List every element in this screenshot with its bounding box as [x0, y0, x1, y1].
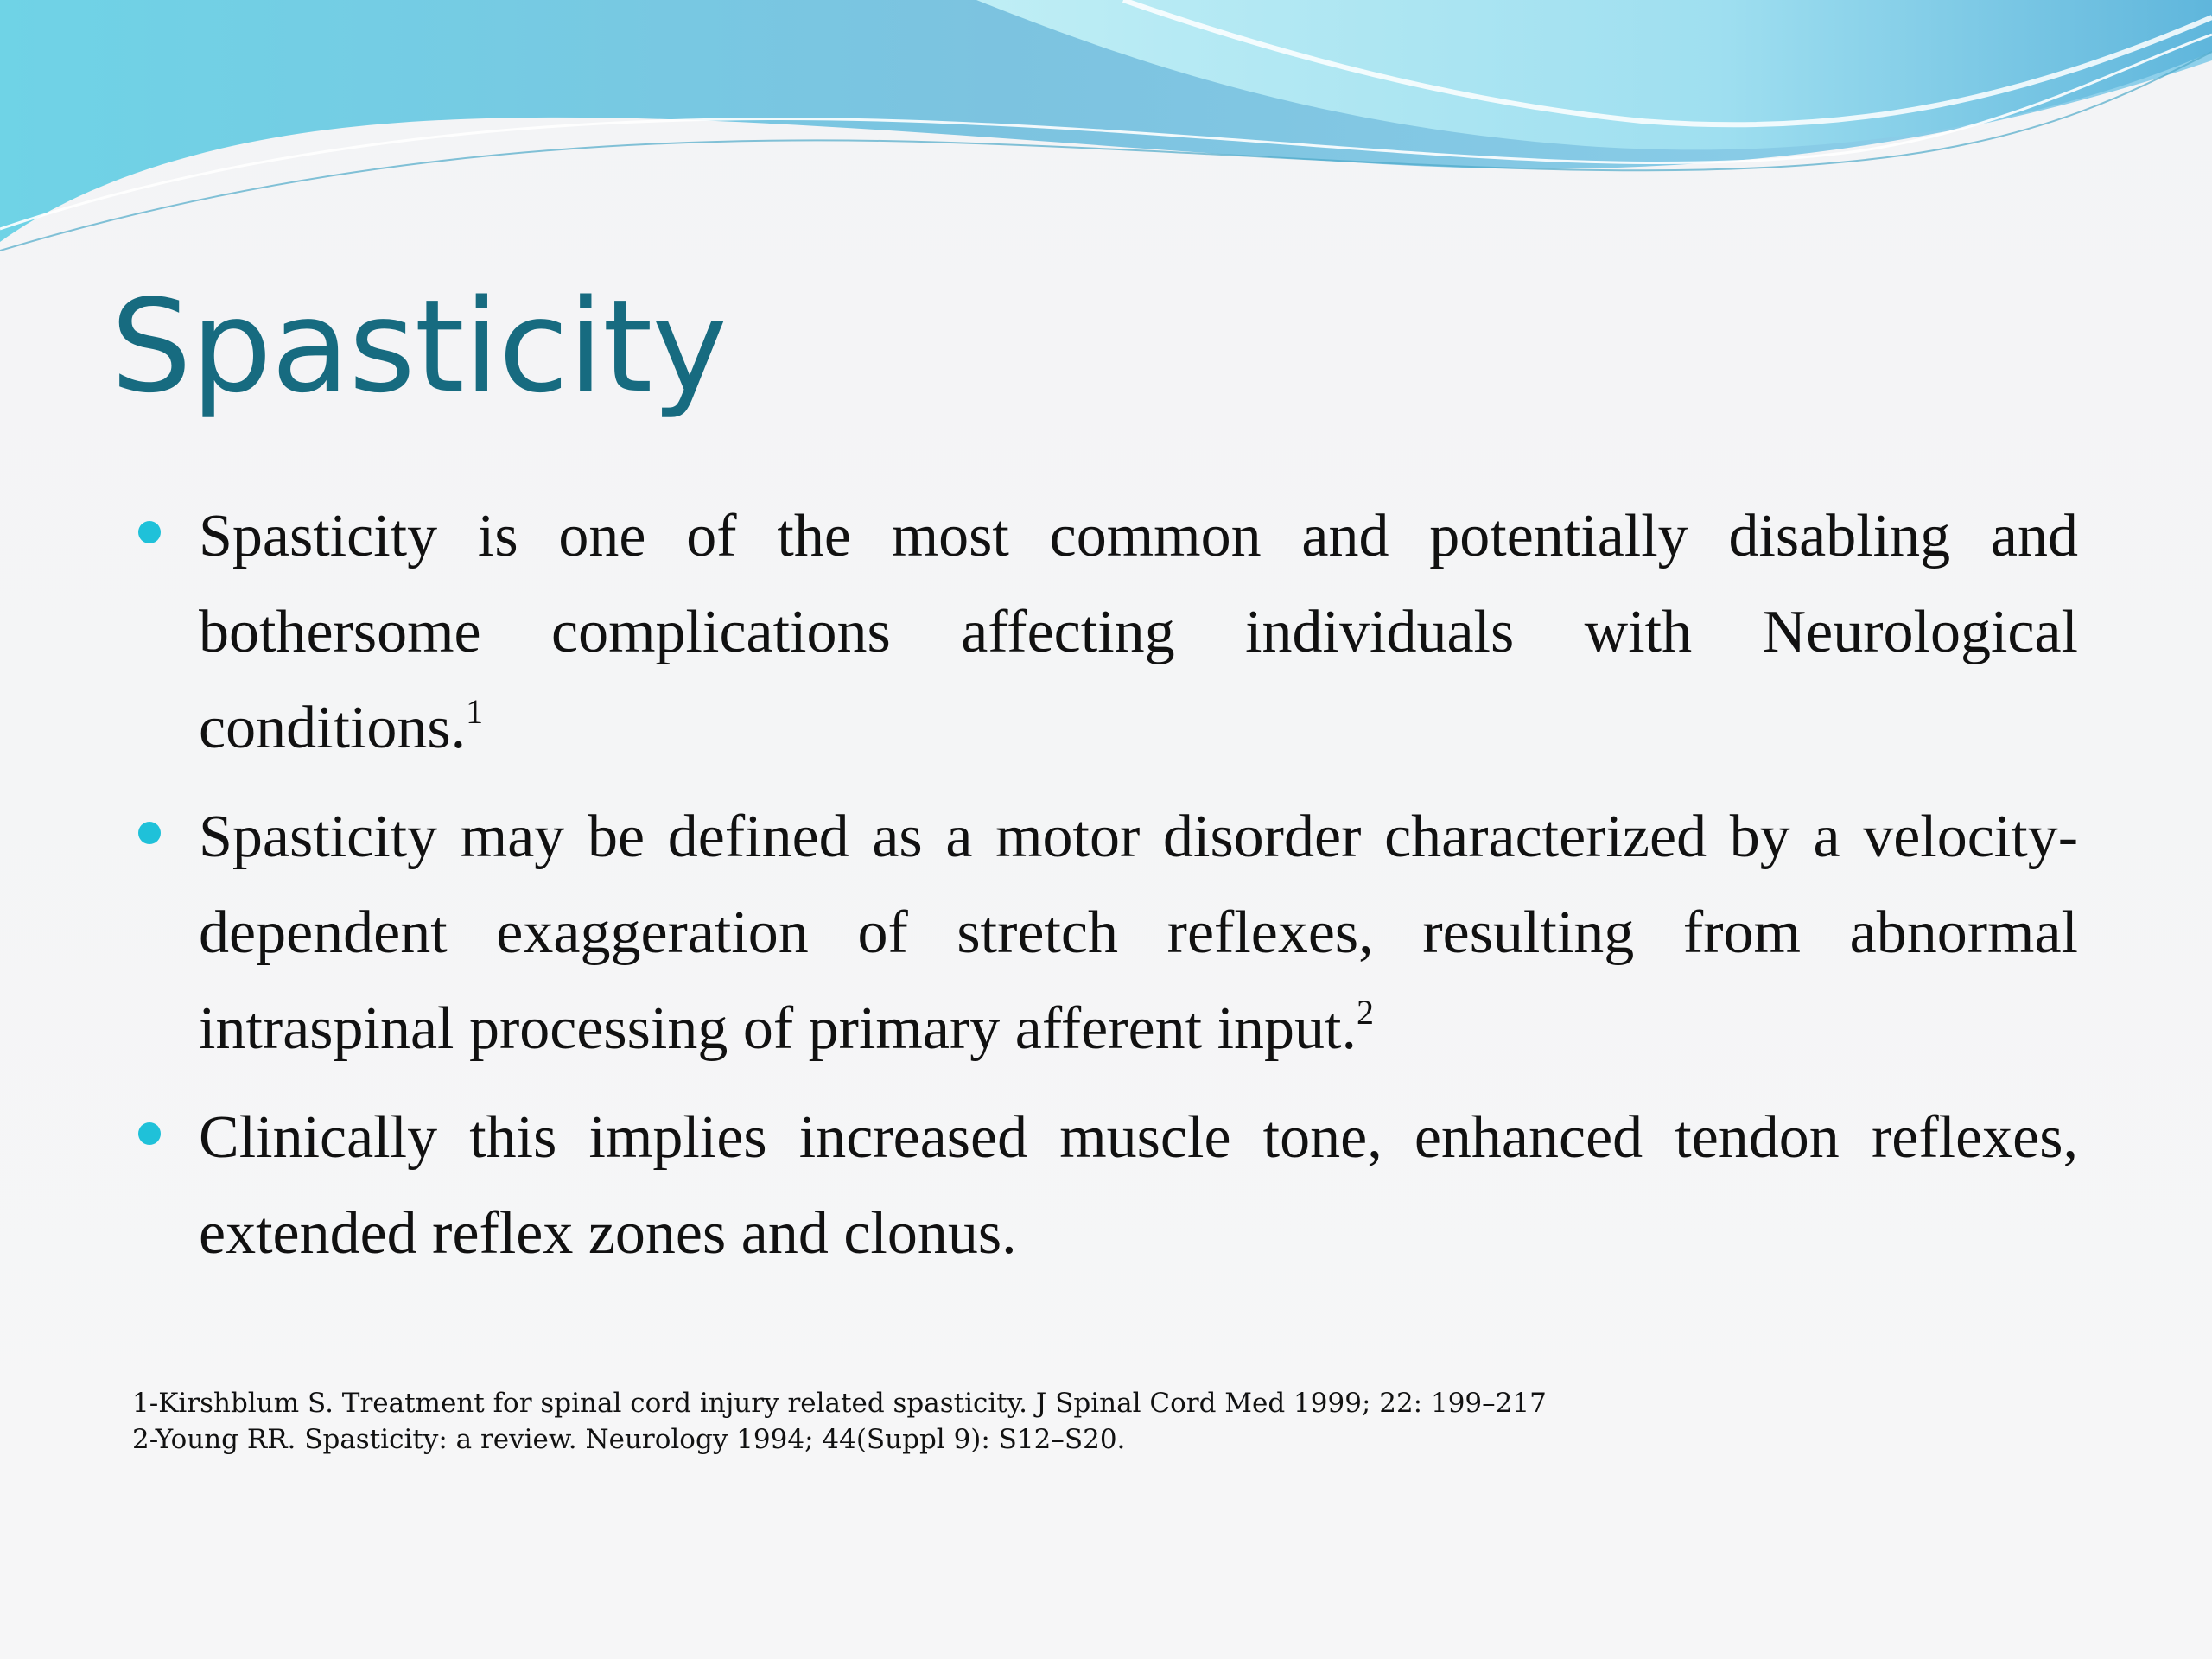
reference-item: 2-Young RR. Spasticity: a review. Neurology 1994; 44(Suppl 9): S12–S20.	[132, 1424, 1126, 1455]
citation-marker: 2	[1356, 992, 1374, 1032]
slide-title: Spasticity	[111, 272, 727, 421]
bullet-item	[138, 789, 2078, 1077]
bullet-text: Spasticity may be defined as a motor disorder characterized by a velocity-dependent exaggeration of stretch reflexes, resulting from abnormal intraspinal processing of primary afferent input.	[199, 804, 2078, 1062]
bullet-text: Clinically this implies increased muscle tone, enhanced tendon reflexes, extended reflex zones and clonus.	[199, 1104, 2078, 1267]
citation-marker: 1	[466, 691, 484, 731]
header-wave-decoration	[0, 0, 2212, 259]
bullet-text: Spasticity is one of the most common and potentially disabling and bothersome complications affecting individuals with Neurological conditions.	[199, 503, 2078, 761]
bullet-dot-icon	[138, 822, 161, 844]
references	[132, 1385, 1774, 1458]
reference-item: 1-Kirshblum S. Treatment for spinal cord injury related spasticity. J Spinal Cord Med 1999; 22: 199–217	[132, 1388, 1547, 1419]
bullet-list	[138, 488, 2078, 1294]
bullet-dot-icon	[138, 1122, 161, 1145]
bullet-dot-icon	[138, 521, 161, 543]
bullet-item	[138, 488, 2078, 776]
bullet-item	[138, 1090, 2078, 1281]
